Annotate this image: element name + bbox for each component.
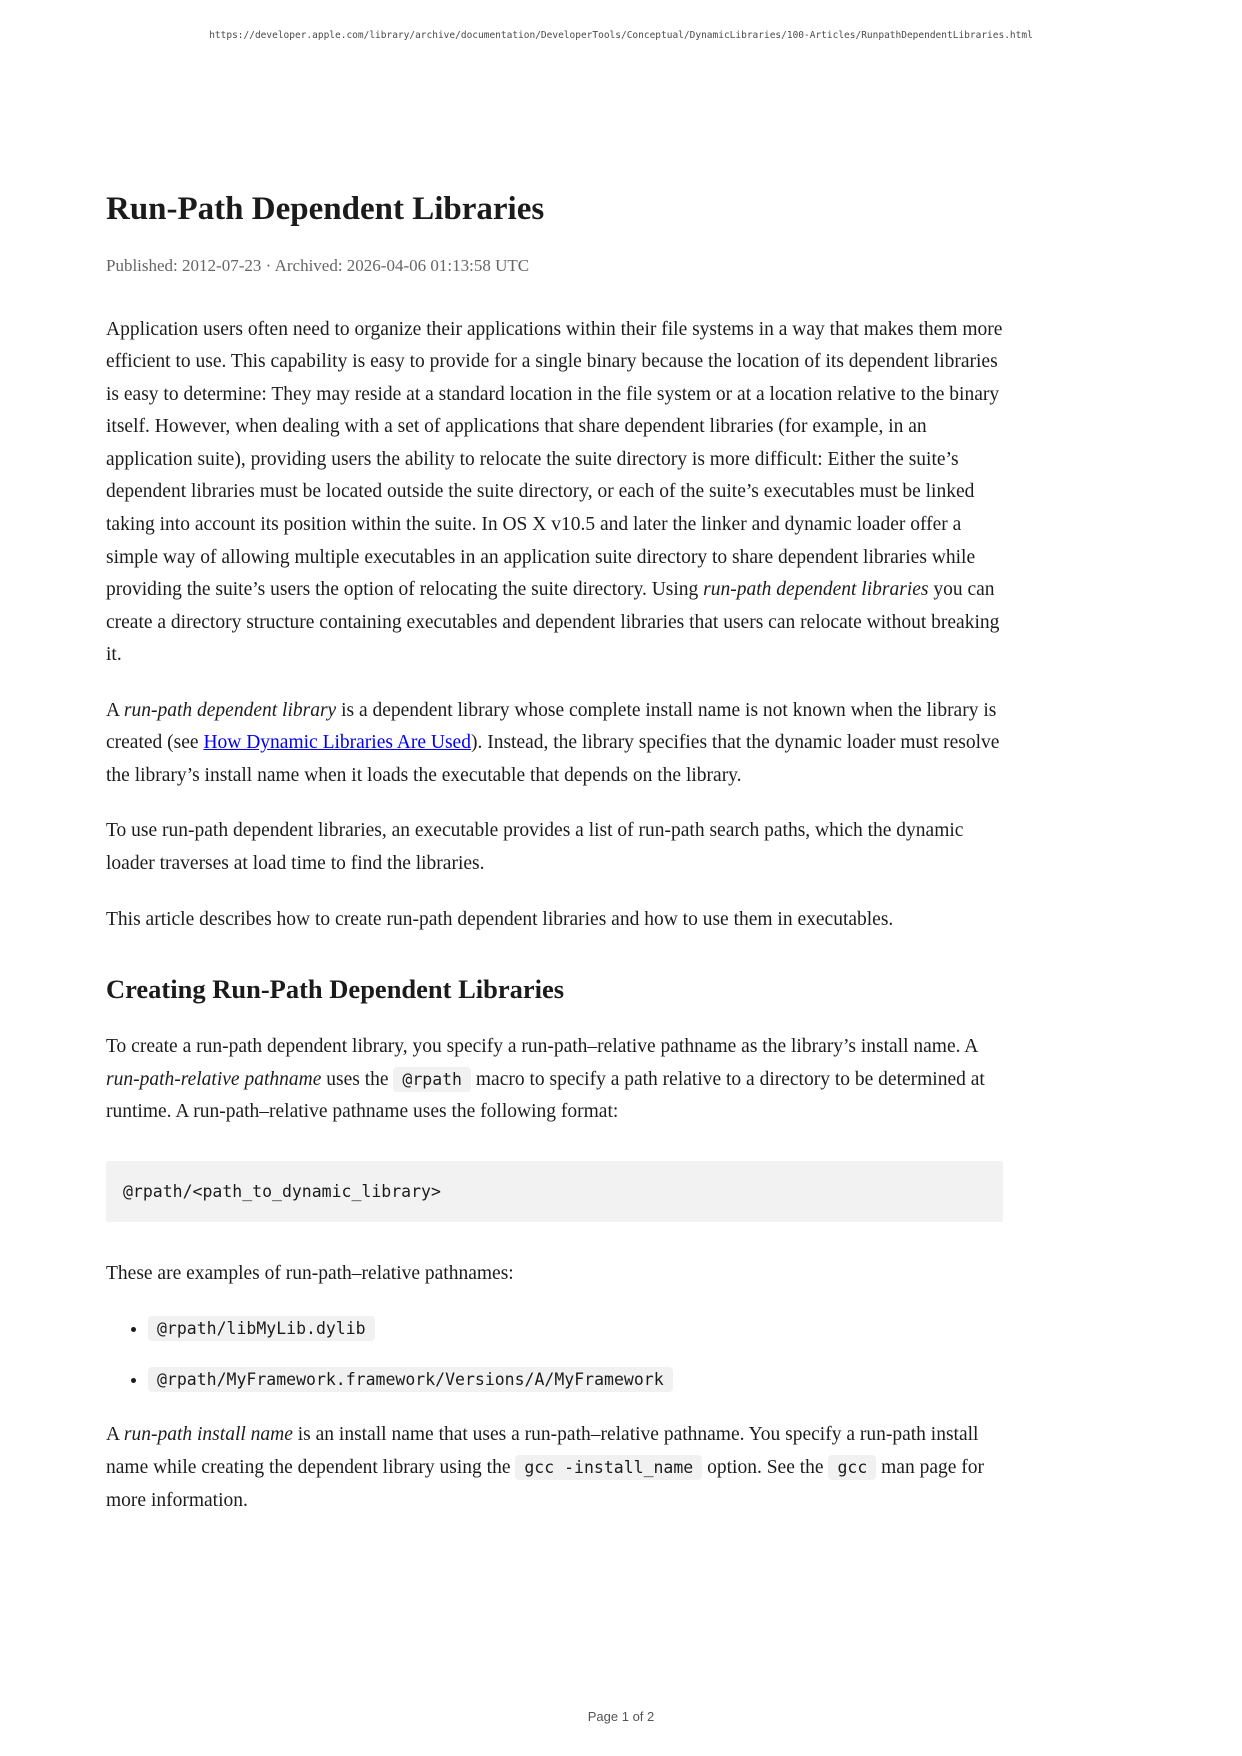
inline-code-gcc: gcc <box>828 1455 876 1480</box>
text-segment: A <box>106 1424 124 1446</box>
paragraph-article-scope: This article describes how to create run-path dependent libraries and how to use them in executables. <box>106 908 894 930</box>
italic-term: run-path dependent library <box>123 699 337 721</box>
inline-code-gcc-install-name: gcc -install_name <box>515 1455 702 1480</box>
text-segment: To create a run-path dependent library, you specify a run-path–relative pathname as the library’s install name. A <box>106 1036 978 1058</box>
text-segment: ). Instead, the library specifies that the dynamic loader must resolve the library’s install name when it loads the executable that depends on the library. <box>106 732 1000 786</box>
print-header-url: https://developer.apple.com/library/archive/documentation/DeveloperTools/Conceptual/DynamicLibraries/100-Articles/RunpathDependentLibraries.html <box>209 30 1033 41</box>
code-block-rpath-format: @rpath/<path_to_dynamic_library> <box>106 1161 1003 1222</box>
section-heading-creating: Creating Run-Path Dependent Libraries <box>106 974 565 1005</box>
italic-term: run-path install name <box>123 1424 293 1446</box>
text-segment: option. See the <box>702 1456 829 1478</box>
italic-term: run-path-relative pathname <box>106 1068 322 1090</box>
text-segment: Application users often need to organize their applications within their file systems in a way that makes them more efficient to use. This capability is easy to provide for a single binary because the location of its dependent libraries is easy to determine: They may reside at a standard location in the file system or at a location relative to the binary itself. However, when dealing with a set of applications that share dependent libraries (for example, in an application suite), providing users the ability to relocate the suite directory is more difficult: Either the suite’s dependent libraries must be located outside the suite directory, or each of the suite’s executables must be linked taking into account its position within the suite. In OS X v10.5 and later the linker and dynamic loader offer a simple way of allowing multiple executables in an application suite directory to share dependent libraries while providing the suite’s users the option of relocating the suite directory. Using <box>106 318 1003 601</box>
published-archived-meta: Published: 2012-07-23 · Archived: 2026-04-06 01:13:58 UTC <box>106 255 530 275</box>
paragraph-usage: To use run-path dependent libraries, an executable provides a list of run-path search paths, which the dynamic loader traverses at load time to find the libraries. <box>106 820 964 875</box>
page-title: Run-Path Dependent Libraries <box>106 191 545 227</box>
page-number: Page 1 of 2 <box>587 1709 655 1724</box>
text-segment: macro to specify a path relative to a directory to be determined at runtime. A run-path–relative pathname uses the following format: <box>106 1068 985 1123</box>
paragraph-install-name <box>106 1419 1003 1517</box>
list-item <box>148 1318 1003 1340</box>
text-segment: uses the <box>321 1068 394 1090</box>
paragraph-intro <box>106 314 1003 672</box>
link-how-dynamic-libraries-are-used[interactable]: How Dynamic Libraries Are Used <box>203 732 471 754</box>
inline-code-example-framework: @rpath/MyFramework.framework/Versions/A/MyFramework <box>148 1367 673 1392</box>
text-segment: A <box>106 699 124 721</box>
paragraph-create-library <box>106 1031 1003 1129</box>
text-segment: man page for more information. <box>106 1456 985 1511</box>
text-segment: is an install name that uses a run-path–relative pathname. You specify a run-path install name while creating the dependent library using the <box>106 1424 979 1478</box>
paragraph-definition <box>106 695 1003 793</box>
inline-code-rpath: @rpath <box>393 1067 471 1092</box>
rpath-examples-list <box>106 1318 1003 1391</box>
paragraph-examples-intro: These are examples of run-path–relative pathnames: <box>106 1262 514 1284</box>
inline-code-example-dylib: @rpath/libMyLib.dylib <box>148 1316 375 1341</box>
text-segment: is a dependent library whose complete install name is not known when the library is created (see <box>106 699 997 754</box>
text-segment: you can create a directory structure containing executables and dependent libraries that users can relocate without breaking it. <box>106 579 1000 666</box>
list-item <box>148 1369 1003 1391</box>
italic-term: run-path dependent libraries <box>703 579 929 601</box>
